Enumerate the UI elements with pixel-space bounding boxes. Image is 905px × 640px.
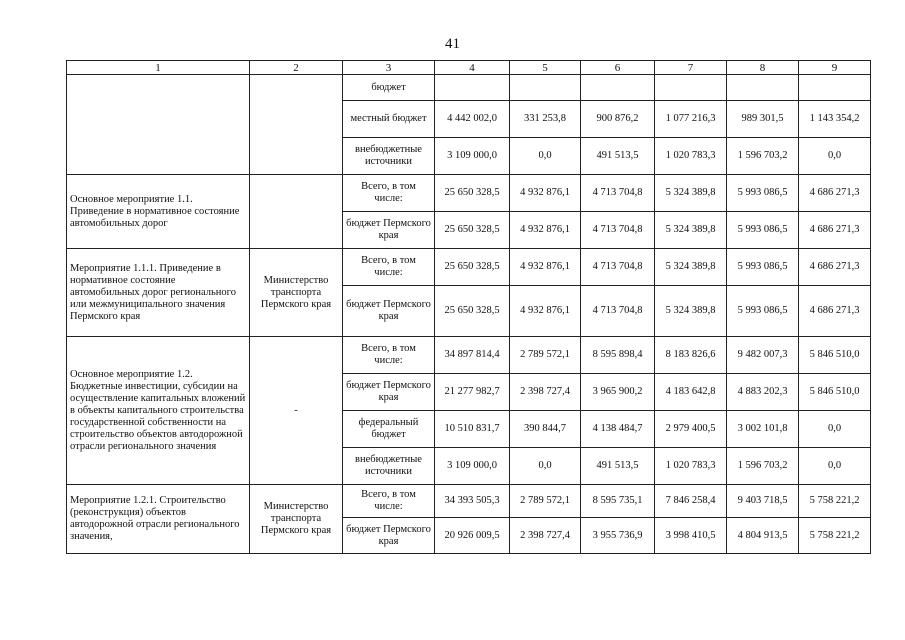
value-cell: 2 979 400,5 — [655, 411, 727, 448]
executor: Министерство транспорта Пермского края — [250, 249, 343, 337]
funding-source: Всего, в том числе: — [343, 337, 435, 374]
col-header: 8 — [727, 61, 799, 75]
value-cell — [727, 75, 799, 101]
page-number: 41 — [445, 36, 460, 52]
funding-source: местный бюджет — [343, 101, 435, 138]
funding-source: федеральный бюджет — [343, 411, 435, 448]
value-cell: 0,0 — [799, 448, 871, 485]
value-cell: 21 277 982,7 — [435, 374, 510, 411]
table-row — [67, 75, 871, 101]
value-cell: 3 109 000,0 — [435, 448, 510, 485]
value-cell: 390 844,7 — [510, 411, 581, 448]
budget-table — [66, 60, 871, 554]
value-cell: 4 713 704,8 — [581, 286, 655, 337]
value-cell: 25 650 328,5 — [435, 175, 510, 212]
value-cell: 4 686 271,3 — [799, 212, 871, 249]
value-cell: 1 596 703,2 — [727, 448, 799, 485]
value-cell — [581, 75, 655, 101]
value-cell: 900 876,2 — [581, 101, 655, 138]
value-cell: 4 686 271,3 — [799, 286, 871, 337]
value-cell: 5 758 221,2 — [799, 518, 871, 554]
value-cell: 5 846 510,0 — [799, 374, 871, 411]
value-cell: 4 713 704,8 — [581, 175, 655, 212]
value-cell: 25 650 328,5 — [435, 249, 510, 286]
col-header: 1 — [67, 61, 250, 75]
value-cell: 5 758 221,2 — [799, 485, 871, 518]
value-cell: 8 595 735,1 — [581, 485, 655, 518]
value-cell: 9 482 007,3 — [727, 337, 799, 374]
col-header: 6 — [581, 61, 655, 75]
value-cell: 1 596 703,2 — [727, 138, 799, 175]
table-row — [67, 485, 871, 518]
value-cell: 0,0 — [799, 138, 871, 175]
funding-source: бюджет — [343, 75, 435, 101]
value-cell: 2 398 727,4 — [510, 518, 581, 554]
value-cell: 4 713 704,8 — [581, 212, 655, 249]
header-row — [67, 61, 871, 75]
funding-source: бюджет Пермского края — [343, 374, 435, 411]
value-cell: 5 324 389,8 — [655, 175, 727, 212]
value-cell: 7 846 258,4 — [655, 485, 727, 518]
col-header: 2 — [250, 61, 343, 75]
value-cell: 0,0 — [799, 411, 871, 448]
value-cell: 1 077 216,3 — [655, 101, 727, 138]
value-cell: 4 442 002,0 — [435, 101, 510, 138]
value-cell: 4 932 876,1 — [510, 212, 581, 249]
value-cell — [510, 75, 581, 101]
value-cell: 5 324 389,8 — [655, 212, 727, 249]
table-row — [67, 249, 871, 286]
value-cell: 10 510 831,7 — [435, 411, 510, 448]
value-cell: 1 143 354,2 — [799, 101, 871, 138]
col-header: 7 — [655, 61, 727, 75]
value-cell: 25 650 328,5 — [435, 286, 510, 337]
value-cell — [799, 75, 871, 101]
executor: Министерство транспорта Пермского края — [250, 485, 343, 554]
value-cell: 5 993 086,5 — [727, 249, 799, 286]
value-cell: 3 965 900,2 — [581, 374, 655, 411]
funding-source: бюджет Пермского края — [343, 212, 435, 249]
value-cell: 25 650 328,5 — [435, 212, 510, 249]
value-cell: 9 403 718,5 — [727, 485, 799, 518]
activity-name — [67, 75, 250, 175]
value-cell: 4 183 642,8 — [655, 374, 727, 411]
executor: - — [250, 337, 343, 485]
funding-source: внебюджетные источники — [343, 448, 435, 485]
funding-source: внебюджетные источники — [343, 138, 435, 175]
funding-source: Всего, в том числе: — [343, 485, 435, 518]
col-header: 5 — [510, 61, 581, 75]
table-row — [67, 337, 871, 374]
value-cell: 2 789 572,1 — [510, 485, 581, 518]
table-row — [67, 175, 871, 212]
value-cell: 0,0 — [510, 448, 581, 485]
value-cell: 989 301,5 — [727, 101, 799, 138]
value-cell: 1 020 783,3 — [655, 448, 727, 485]
value-cell: 34 897 814,4 — [435, 337, 510, 374]
value-cell: 1 020 783,3 — [655, 138, 727, 175]
activity-name: Мероприятие 1.1.1. Приведение в нормативное состояние автомобильных дорог регионального или межмуниципального значения Пермского края — [67, 249, 250, 337]
value-cell — [435, 75, 510, 101]
value-cell: 5 993 086,5 — [727, 212, 799, 249]
value-cell: 5 993 086,5 — [727, 175, 799, 212]
activity-name: Основное мероприятие 1.2. Бюджетные инвестиции, субсидии на осуществление капитальных вложений в объекты капитального строительства государственной собственности на строительство объектов автодорожной отрасли регионального значения — [67, 337, 250, 485]
value-cell — [655, 75, 727, 101]
activity-name: Мероприятие 1.2.1. Строительство (реконструкция) объектов автодорожной отрасли регионального значения, — [67, 485, 250, 554]
value-cell: 8 183 826,6 — [655, 337, 727, 374]
value-cell: 4 138 484,7 — [581, 411, 655, 448]
value-cell: 491 513,5 — [581, 448, 655, 485]
value-cell: 5 324 389,8 — [655, 249, 727, 286]
value-cell: 0,0 — [510, 138, 581, 175]
value-cell: 4 804 913,5 — [727, 518, 799, 554]
value-cell: 331 253,8 — [510, 101, 581, 138]
activity-name: Основное мероприятие 1.1. Приведение в нормативное состояние автомобильных дорог — [67, 175, 250, 249]
value-cell: 4 686 271,3 — [799, 249, 871, 286]
value-cell: 3 955 736,9 — [581, 518, 655, 554]
value-cell: 3 998 410,5 — [655, 518, 727, 554]
col-header: 9 — [799, 61, 871, 75]
value-cell: 3 002 101,8 — [727, 411, 799, 448]
col-header: 4 — [435, 61, 510, 75]
funding-source: Всего, в том числе: — [343, 175, 435, 212]
value-cell: 4 932 876,1 — [510, 175, 581, 212]
value-cell: 4 932 876,1 — [510, 249, 581, 286]
value-cell: 5 324 389,8 — [655, 286, 727, 337]
funding-source: бюджет Пермского края — [343, 518, 435, 554]
value-cell: 491 513,5 — [581, 138, 655, 175]
value-cell: 20 926 009,5 — [435, 518, 510, 554]
value-cell: 4 932 876,1 — [510, 286, 581, 337]
executor — [250, 175, 343, 249]
value-cell: 2 398 727,4 — [510, 374, 581, 411]
value-cell: 5 993 086,5 — [727, 286, 799, 337]
value-cell: 5 846 510,0 — [799, 337, 871, 374]
value-cell: 34 393 505,3 — [435, 485, 510, 518]
value-cell: 8 595 898,4 — [581, 337, 655, 374]
value-cell: 3 109 000,0 — [435, 138, 510, 175]
funding-source: Всего, в том числе: — [343, 249, 435, 286]
value-cell: 2 789 572,1 — [510, 337, 581, 374]
value-cell: 4 883 202,3 — [727, 374, 799, 411]
executor — [250, 75, 343, 175]
value-cell: 4 713 704,8 — [581, 249, 655, 286]
col-header: 3 — [343, 61, 435, 75]
value-cell: 4 686 271,3 — [799, 175, 871, 212]
funding-source: бюджет Пермского края — [343, 286, 435, 337]
